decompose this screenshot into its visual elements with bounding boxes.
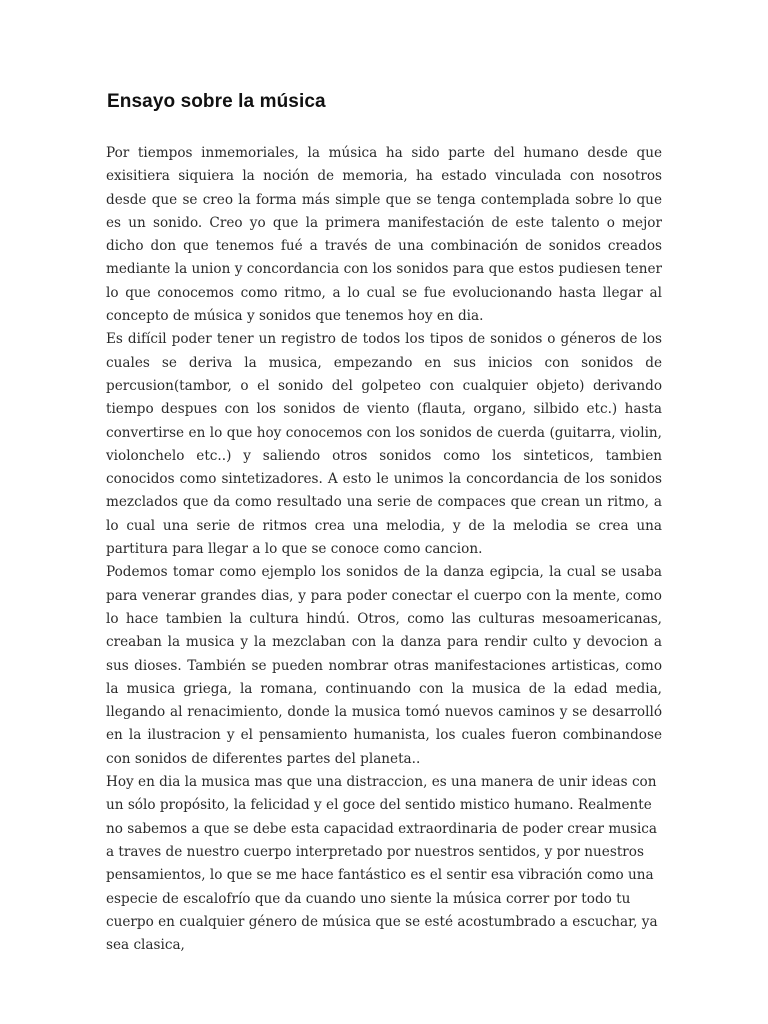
paragraph: Hoy en dia la musica mas que una distraccion, es una manera de unir ideas con un sólo propósito, la felicidad y el goce del sentido mistico humano. Realmente no sabemos a que se debe esta capacidad extraordinaria de poder crear musica a traves de nuestro cuerpo interpretado por nuestros sentidos, y por nuestros pensamientos, lo que se me hace fantástico es el sentir esa vibración como una especie de escalofrío que da cuando uno siente la música correr por todo tu cuerpo en cualquier género de música que se esté acostumbrado a escuchar, ya sea clasica, [106, 774, 658, 954]
paragraph: Es difícil poder tener un registro de todos los tipos de sonidos o géneros de los cuales se deriva la musica, empezando en sus inicios con sonidos de percusion(tambor, o el sonido del golpeteo con cualquier objeto) derivando tiempo despues con los sonidos de viento (flauta, organo, silbido etc.) hasta convertirse en lo que hoy conocemos con los sonidos de cuerda (guitarra, violin, violonchelo etc..) y saliendo otros sonidos como los sinteticos, tambien conocidos como sintetizadores. A esto le unimos la concordancia de los sonidos mezclados que da como resultado una serie de compaces que crean un ritmo, a lo cual una serie de ritmos crea una melodia, y de la melodia se crea una partitura para llegar a lo que se conoce como cancion. [106, 331, 662, 558]
document-title: Ensayo sobre la música [107, 91, 326, 112]
document-body [106, 142, 662, 957]
paragraph: Por tiempos inmemoriales, la música ha sido parte del humano desde que exisitiera siquiera la noción de memoria, ha estado vinculada con nosotros desde que se creo la forma más simple que se tenga contemplada sobre lo que es un sonido. Creo yo que la primera manifestación de este talento o mejor dicho don que tenemos fué a través de una combinación de sonidos creados mediante la union y concordancia con los sonidos para que estos pudiesen tener lo que conocemos como ritmo, a lo cual se fue evolucionando hasta llegar al concepto de música y sonidos que tenemos hoy en dia. [106, 145, 662, 325]
paragraph: Podemos tomar como ejemplo los sonidos de la danza egipcia, la cual se usaba para venerar grandes dias, y para poder conectar el cuerpo con la mente, como lo hace tambien la cultura hindú. Otros, como las culturas mesoamericanas, creaban la musica y la mezclaban con la danza para rendir culto y devocion a sus dioses. También se pueden nombrar otras manifestaciones artisticas, como la musica griega, la romana, continuando con la musica de la edad media, llegando al renacimiento, donde la musica tomó nuevos caminos y se desarrolló en la ilustracion y el pensamiento humanista, los cuales fueron combinandose con sonidos de diferentes partes del planeta.. [106, 564, 662, 767]
